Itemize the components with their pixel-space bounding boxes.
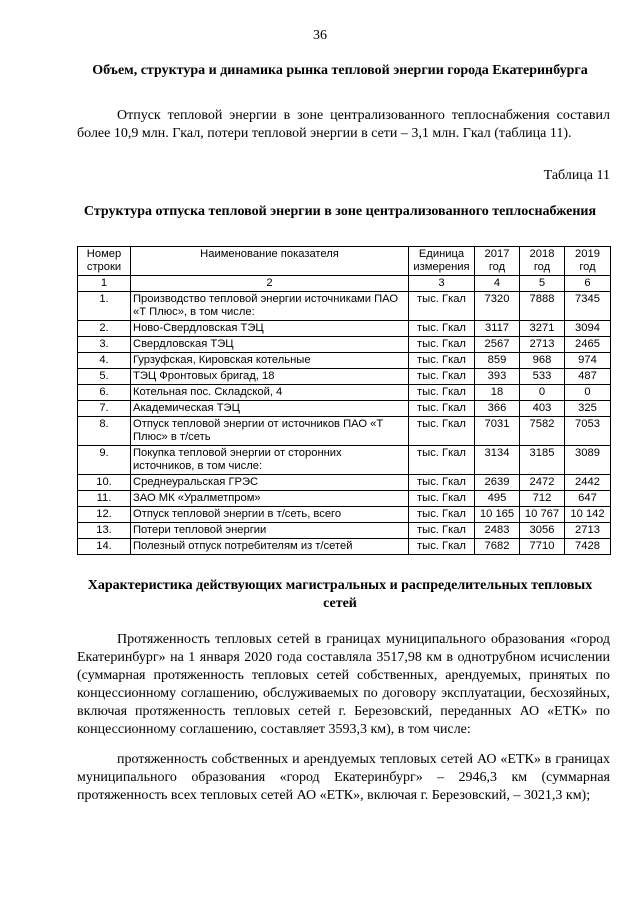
unit-cell: тыс. Гкал <box>409 292 475 321</box>
paragraph-own-networks: протяженность собственных и арендуемых тепловых сетей АО «ЕТК» в границах муниципального образования «город Екатеринбург» – 2946,3 км (суммарная протяженность всех тепловых сетей АО «ЕТК», включая г. Березовский, – 3021,3 км); <box>77 752 610 803</box>
value-cell: 366 <box>475 401 520 417</box>
unit-cell: тыс. Гкал <box>409 446 475 475</box>
unit-cell: тыс. Гкал <box>409 539 475 555</box>
value-cell: 0 <box>520 385 565 401</box>
heat-supply-table <box>77 246 611 555</box>
value-cell: 2567 <box>475 337 520 353</box>
value-cell: 859 <box>475 353 520 369</box>
row-number-cell: 1. <box>78 292 131 321</box>
row-number-cell: 12. <box>78 507 131 523</box>
value-cell: 7582 <box>520 417 565 446</box>
value-cell: 10 142 <box>565 507 611 523</box>
value-cell: 647 <box>565 491 611 507</box>
value-cell: 2465 <box>565 337 611 353</box>
value-cell: 3056 <box>520 523 565 539</box>
indicator-name-cell: Производство тепловой энергии источниками ПАО «Т Плюс», в том числе: <box>131 292 409 321</box>
value-cell: 7710 <box>520 539 565 555</box>
indicator-name-cell: ЗАО МК «Уралметпром» <box>131 491 409 507</box>
row-number-cell: 5. <box>78 369 131 385</box>
value-cell: 2639 <box>475 475 520 491</box>
indicator-name-cell: Покупка тепловой энергии от сторонних источников, в том числе: <box>131 446 409 475</box>
value-cell: 3117 <box>475 321 520 337</box>
table-row <box>78 507 611 523</box>
table-numbering-row <box>78 276 611 292</box>
row-number-cell: 13. <box>78 523 131 539</box>
value-cell: 0 <box>565 385 611 401</box>
value-cell: 403 <box>520 401 565 417</box>
header-cell: 2017 год <box>475 247 520 276</box>
table-row <box>78 523 611 539</box>
table-row <box>78 385 611 401</box>
row-number-cell: 10. <box>78 475 131 491</box>
paragraph-network-length: Протяженность тепловых сетей в границах муниципального образования «город Екатеринбург» на 1 января 2020 года составляла 3517,98 км в однотрубном исчислении (суммарная протяженность тепловых сетей собственных, арендуемых, принятых по концессионному соглашению, обслуживаемых по договору эксплуатации, бесхозяйных, включая протяженность тепловых сетей г. Березовский, переданных АО «ЕТК» по концессионному соглашению, составляет 3593,3 км), в том числе: <box>77 632 610 737</box>
row-number-cell: 2. <box>78 321 131 337</box>
indicator-name-cell: Академическая ТЭЦ <box>131 401 409 417</box>
numbering-cell: 4 <box>475 276 520 292</box>
numbering-cell: 6 <box>565 276 611 292</box>
numbering-cell: 1 <box>78 276 131 292</box>
value-cell: 393 <box>475 369 520 385</box>
table-row <box>78 539 611 555</box>
section-heading-market: Объем, структура и динамика рынка тепловой энергии города Екатеринбурга <box>92 63 588 78</box>
row-number-cell: 3. <box>78 337 131 353</box>
value-cell: 7053 <box>565 417 611 446</box>
header-cell: 2018 год <box>520 247 565 276</box>
value-cell: 7682 <box>475 539 520 555</box>
row-number-cell: 14. <box>78 539 131 555</box>
header-cell: Наименование показателя <box>131 247 409 276</box>
value-cell: 2472 <box>520 475 565 491</box>
value-cell: 487 <box>565 369 611 385</box>
value-cell: 495 <box>475 491 520 507</box>
value-cell: 7320 <box>475 292 520 321</box>
indicator-name-cell: Отпуск тепловой энергии в т/сеть, всего <box>131 507 409 523</box>
value-cell: 3094 <box>565 321 611 337</box>
row-number-cell: 8. <box>78 417 131 446</box>
header-cell: Номер строки <box>78 247 131 276</box>
unit-cell: тыс. Гкал <box>409 337 475 353</box>
value-cell: 7888 <box>520 292 565 321</box>
row-number-cell: 6. <box>78 385 131 401</box>
unit-cell: тыс. Гкал <box>409 369 475 385</box>
table-caption: Таблица 11 <box>543 168 610 183</box>
indicator-name-cell: Полезный отпуск потребителям из т/сетей <box>131 539 409 555</box>
numbering-cell: 5 <box>520 276 565 292</box>
numbering-cell: 2 <box>131 276 409 292</box>
table-header-row <box>78 247 611 276</box>
row-number-cell: 9. <box>78 446 131 475</box>
unit-cell: тыс. Гкал <box>409 417 475 446</box>
value-cell: 2483 <box>475 523 520 539</box>
table-row <box>78 337 611 353</box>
table-row <box>78 417 611 446</box>
indicator-name-cell: Потери тепловой энергии <box>131 523 409 539</box>
section-heading-networks: Характеристика действующих магистральных и распределительных тепловых сетей <box>87 578 593 611</box>
indicator-name-cell: ТЭЦ Фронтовых бригад, 18 <box>131 369 409 385</box>
indicator-name-cell: Ново-Свердловская ТЭЦ <box>131 321 409 337</box>
table-row <box>78 321 611 337</box>
table-row <box>78 292 611 321</box>
page-number: 36 <box>313 28 327 43</box>
unit-cell: тыс. Гкал <box>409 353 475 369</box>
value-cell: 3134 <box>475 446 520 475</box>
unit-cell: тыс. Гкал <box>409 401 475 417</box>
table-row <box>78 353 611 369</box>
unit-cell: тыс. Гкал <box>409 523 475 539</box>
table-row <box>78 475 611 491</box>
table-row <box>78 401 611 417</box>
indicator-name-cell: Гурзуфская, Кировская котельные <box>131 353 409 369</box>
value-cell: 3089 <box>565 446 611 475</box>
table-row <box>78 369 611 385</box>
header-cell: Единица измерения <box>409 247 475 276</box>
unit-cell: тыс. Гкал <box>409 385 475 401</box>
indicator-name-cell: Отпуск тепловой энергии от источников ПАО «Т Плюс» в т/сеть <box>131 417 409 446</box>
value-cell: 325 <box>565 401 611 417</box>
row-number-cell: 11. <box>78 491 131 507</box>
table-row <box>78 491 611 507</box>
unit-cell: тыс. Гкал <box>409 321 475 337</box>
unit-cell: тыс. Гкал <box>409 475 475 491</box>
value-cell: 712 <box>520 491 565 507</box>
value-cell: 3185 <box>520 446 565 475</box>
header-cell: 2019 год <box>565 247 611 276</box>
indicator-name-cell: Котельная пос. Складской, 4 <box>131 385 409 401</box>
value-cell: 7428 <box>565 539 611 555</box>
value-cell: 10 767 <box>520 507 565 523</box>
value-cell: 533 <box>520 369 565 385</box>
value-cell: 2713 <box>520 337 565 353</box>
table-row <box>78 446 611 475</box>
value-cell: 968 <box>520 353 565 369</box>
value-cell: 10 165 <box>475 507 520 523</box>
value-cell: 3271 <box>520 321 565 337</box>
indicator-name-cell: Среднеуральская ГРЭС <box>131 475 409 491</box>
row-number-cell: 7. <box>78 401 131 417</box>
table-body <box>78 292 611 555</box>
indicator-name-cell: Свердловская ТЭЦ <box>131 337 409 353</box>
value-cell: 2713 <box>565 523 611 539</box>
value-cell: 7031 <box>475 417 520 446</box>
unit-cell: тыс. Гкал <box>409 491 475 507</box>
intro-paragraph: Отпуск тепловой энергии в зоне централизованного теплоснабжения составил более 10,9 млн. Гкал, потери тепловой энергии в сети – 3,1 млн. Гкал (таблица 11). <box>77 108 610 141</box>
value-cell: 974 <box>565 353 611 369</box>
row-number-cell: 4. <box>78 353 131 369</box>
numbering-cell: 3 <box>409 276 475 292</box>
value-cell: 2442 <box>565 475 611 491</box>
unit-cell: тыс. Гкал <box>409 507 475 523</box>
table-title: Структура отпуска тепловой энергии в зоне централизованного теплоснабжения <box>83 204 597 219</box>
value-cell: 18 <box>475 385 520 401</box>
value-cell: 7345 <box>565 292 611 321</box>
